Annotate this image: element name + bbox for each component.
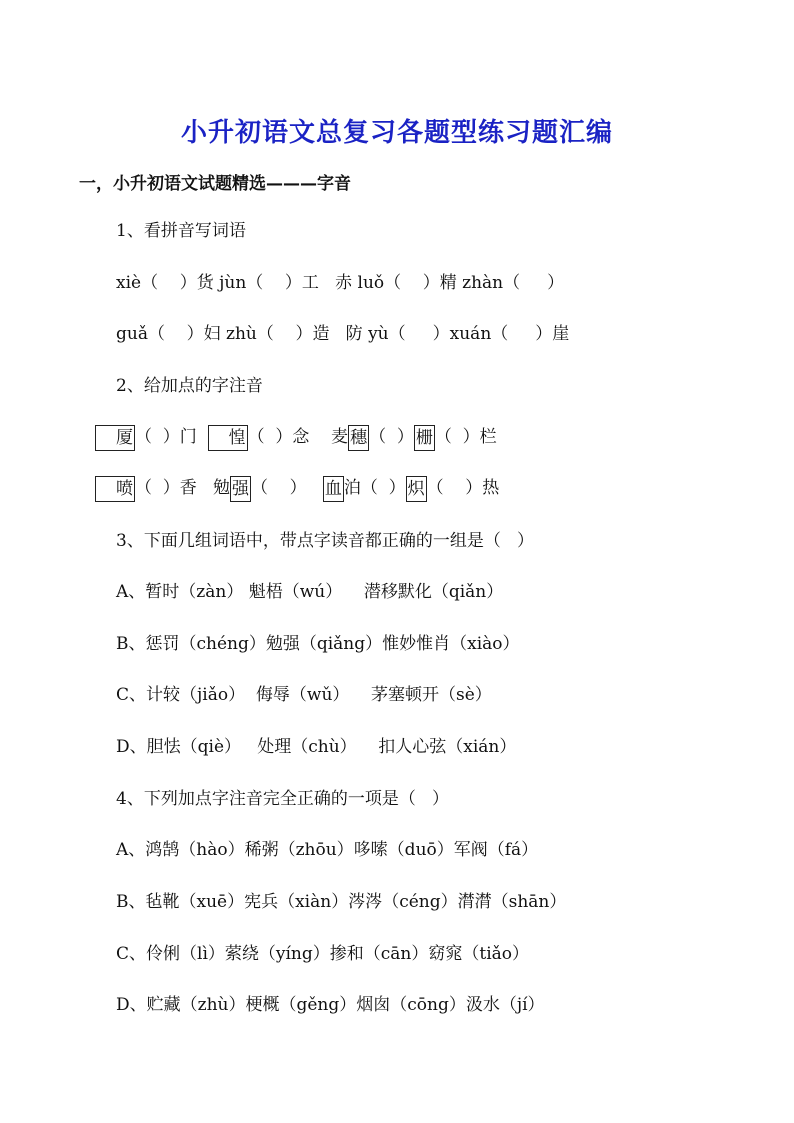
row-text: （ ）念 麦 (247, 427, 349, 447)
row-text: （ ）热 (426, 478, 500, 498)
boxed-char: 穗 (348, 425, 369, 451)
question-3-label: 3、下面几组词语中，带点字读音都正确的一组是（ ） (116, 531, 535, 551)
boxed-char: 栅 (414, 425, 435, 451)
question-3-option-c: C、计较（jiǎo） 侮辱（wǔ） 茅塞顿开（sè） (116, 685, 492, 705)
question-4-option-d: D、贮藏（zhù）梗概（gěng）烟囱（cōng）汲水（jí） (116, 995, 545, 1015)
boxed-char: 血 (323, 476, 344, 502)
row-text: 泊（ ） (343, 478, 406, 498)
row-text: （ ） (369, 427, 414, 447)
row-text: （ ）香 勉 (135, 478, 231, 498)
question-1-row-1: xiè（ ）货 jùn（ ）工 赤 luǒ（ ）精 zhàn（ ） (116, 273, 565, 293)
question-1-row-2: guǎ（ ）妇 zhù（ ）造 防 yù（ ）xuán（ ）崖 (116, 324, 570, 344)
page-title: 小升初语文总复习各题型练习题汇编 (180, 118, 613, 148)
question-3-option-b: B、惩罚（chéng）勉强（qiǎng）惟妙惟肖（xiào） (116, 634, 520, 654)
question-4-option-c: C、伶俐（lì）萦绕（yíng）掺和（cān）窈窕（tiǎo） (116, 944, 529, 964)
boxed-char: 厦 (95, 425, 135, 451)
row-text: （ ） (251, 478, 323, 498)
question-2-row-2 (95, 475, 499, 502)
section-heading: 一，小升初语文试题精选———字音 (79, 174, 351, 194)
boxed-char: 强 (230, 476, 251, 502)
boxed-char: 炽 (406, 476, 427, 502)
question-4-option-b: B、毡靴（xuē）宪兵（xiàn）涔涔（céng）潸潸（shān） (116, 892, 567, 912)
question-4-option-a: A、鸿鹄（hào）稀粥（zhōu）哆嗦（duō）军阀（fá） (116, 840, 539, 860)
boxed-char: 惶 (208, 425, 248, 451)
question-1-label: 1、看拼音写词语 (116, 221, 246, 241)
question-2-label: 2、给加点的字注音 (116, 376, 263, 396)
boxed-char: 喷 (95, 476, 135, 502)
question-3-option-a: A、暂时（zàn） 魁梧（wú） 潜移默化（qiǎn） (116, 582, 504, 602)
question-2-row-1 (95, 424, 497, 451)
row-text: （ ）栏 (434, 427, 497, 447)
row-text: （ ）门 (135, 427, 208, 447)
question-3-option-d: D、胆怯（qiè） 处理（chù） 扣人心弦（xián） (116, 737, 517, 757)
question-4-label: 4、下列加点字注音完全正确的一项是（ ） (116, 789, 450, 809)
